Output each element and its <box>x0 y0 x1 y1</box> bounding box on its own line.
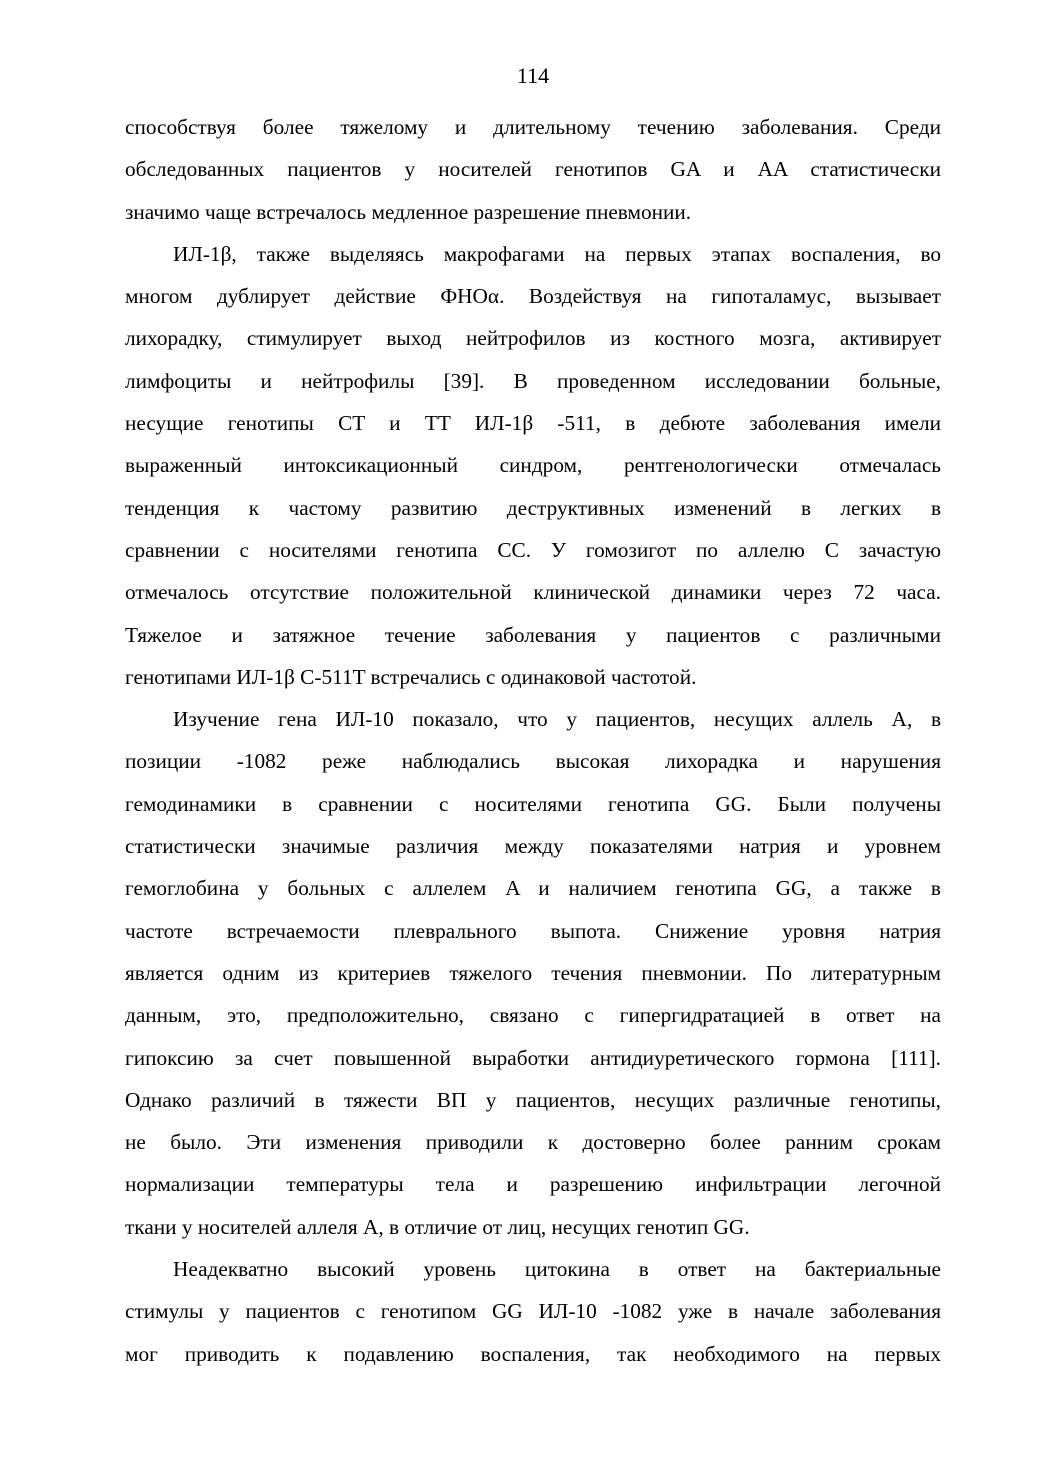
text-line: не было. Эти изменения приводили к достоверно более ранним срокам <box>125 1130 941 1155</box>
text-line: Однако различий в тяжести ВП у пациентов, несущих различные генотипы, <box>125 1087 941 1112</box>
text-line: Неадекватно высокий уровень цитокина в ответ на бактериальные <box>173 1257 941 1282</box>
text-line: ИЛ-1β, также выделяясь макрофагами на первых этапах воспаления, во <box>173 241 941 266</box>
text-line: гемоглобина у больных с аллелем A и наличием генотипа GG, а также в <box>125 876 941 901</box>
text-line: лихорадку, стимулирует выход нейтрофилов из костного мозга, активирует <box>125 326 941 351</box>
text-line: мог приводить к подавлению воспаления, так необходимого на первых <box>125 1341 941 1366</box>
text-line: нормализации температуры тела и разрешению инфильтрации легочной <box>125 1172 941 1197</box>
text-body <box>125 106 941 1375</box>
text-line: тенденция к частому развитию деструктивных изменений в легких в <box>125 495 941 520</box>
text-line: статистически значимые различия между показателями натрия и уровнем <box>125 834 941 859</box>
text-line: Изучение гена ИЛ-10 показало, что у пациентов, несущих аллель A, в <box>173 707 941 732</box>
text-line: способствуя более тяжелому и длительному течению заболевания. Среди <box>125 115 941 139</box>
text-line: обследованных пациентов у носителей генотипов GA и AA статистически <box>125 157 941 182</box>
text-line: Тяжелое и затяжное течение заболевания у пациентов с различными <box>125 622 941 647</box>
paragraph-4 <box>125 1248 941 1375</box>
text-line: значимо чаще встречалось медленное разрешение пневмонии. <box>125 199 692 224</box>
text-line: сравнении с носителями генотипа CC. У гомозигот по аллелю C зачастую <box>125 537 941 562</box>
text-line: является одним из критериев тяжелого течения пневмонии. По литературным <box>125 960 941 985</box>
page-number: 114 <box>516 63 550 88</box>
text-line: генотипами ИЛ-1β C-511T встречались с одинаковой частотой. <box>125 664 697 689</box>
text-line: ткани у носителей аллеля A, в отличие от лиц, несущих генотип GG. <box>125 1214 750 1239</box>
text-line: стимулы у пациентов с генотипом GG ИЛ-10 -1082 уже в начале заболевания <box>125 1299 941 1324</box>
text-line: многом дублирует действие ФНОα. Воздействуя на гипоталамус, вызывает <box>125 284 941 309</box>
text-line: гипоксию за счет повышенной выработки антидиуретического гормона [111]. <box>125 1045 941 1070</box>
paragraph-1 <box>125 106 941 233</box>
paragraph-3 <box>125 698 941 1248</box>
text-line: данным, это, предположительно, связано с гипергидратацией в ответ на <box>125 1003 941 1028</box>
paragraph-2 <box>125 233 941 698</box>
text-line: гемодинамики в сравнении с носителями генотипа GG. Были получены <box>125 791 941 816</box>
text-line: частоте встречаемости плеврального выпота. Снижение уровня натрия <box>125 918 941 943</box>
text-line: позиции -1082 реже наблюдались высокая лихорадка и нарушения <box>125 749 941 774</box>
text-line: лимфоциты и нейтрофилы [39]. В проведенном исследовании больные, <box>125 368 941 393</box>
text-line: отмечалось отсутствие положительной клинической динамики через 72 часа. <box>125 580 941 605</box>
text-line: выраженный интоксикационный синдром, рентгенологически отмечалась <box>125 453 941 478</box>
text-line: несущие генотипы CT и TT ИЛ-1β -511, в дебюте заболевания имели <box>125 411 941 436</box>
